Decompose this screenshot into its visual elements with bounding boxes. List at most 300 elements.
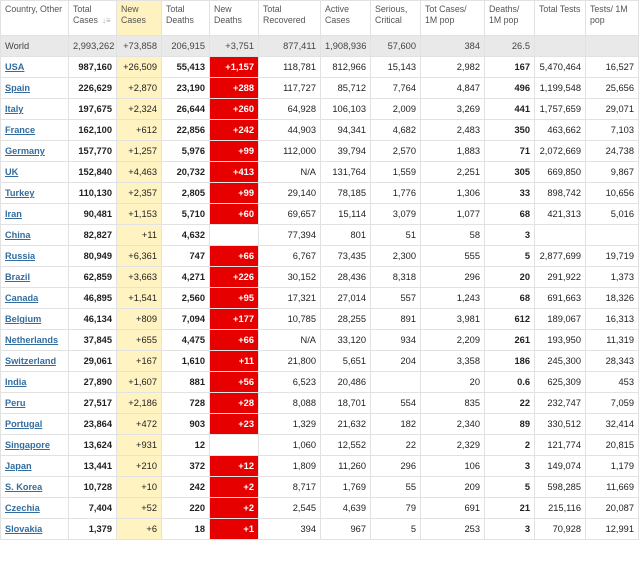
col-deaths-per-million-header[interactable] (485, 1, 535, 36)
col-country-cell[interactable] (1, 477, 69, 498)
col-country-cell[interactable] (1, 414, 69, 435)
table-body (1, 36, 639, 540)
col-tests-per-million-cell: 20,815 (586, 435, 639, 456)
col-cases-per-million-cell: 1,243 (421, 288, 485, 309)
col-total-tests-cell: 2,877,699 (535, 246, 586, 267)
col-deaths-per-million-cell: 26.5 (485, 36, 535, 57)
col-new-cases-cell: +2,324 (117, 99, 162, 120)
col-deaths-per-million-cell: 305 (485, 162, 535, 183)
col-new-deaths-cell (210, 225, 259, 246)
country-link[interactable]: Turkey (5, 188, 35, 198)
col-total-recovered-cell: 1,329 (259, 414, 321, 435)
col-total-cases-cell: 80,949 (69, 246, 117, 267)
col-total-deaths-cell: 881 (162, 372, 210, 393)
col-total-tests-cell: 245,300 (535, 351, 586, 372)
col-serious-critical-cell: 51 (371, 225, 421, 246)
col-cases-per-million-cell: 2,340 (421, 414, 485, 435)
country-link[interactable]: Peru (5, 398, 26, 408)
country-link[interactable]: Czechia (5, 503, 40, 513)
header-label: Tot Cases/ 1M pop (425, 4, 467, 25)
col-new-deaths-cell: +1 (210, 519, 259, 540)
col-country-header[interactable] (1, 1, 69, 36)
col-tests-per-million-cell: 1,179 (586, 456, 639, 477)
col-total-cases-cell: 7,404 (69, 498, 117, 519)
col-active-cases-cell: 27,014 (321, 288, 371, 309)
col-new-deaths-cell: +12 (210, 456, 259, 477)
col-total-cases-cell: 13,441 (69, 456, 117, 477)
col-new-cases-cell: +210 (117, 456, 162, 477)
col-cases-per-million-cell: 4,847 (421, 78, 485, 99)
col-total-cases-cell: 46,134 (69, 309, 117, 330)
col-total-deaths-cell: 4,271 (162, 267, 210, 288)
col-total-tests-cell: 232,747 (535, 393, 586, 414)
col-active-cases-cell: 812,966 (321, 57, 371, 78)
country-link[interactable]: Switzerland (5, 356, 57, 366)
col-new-deaths-cell: +11 (210, 351, 259, 372)
col-active-cases-cell: 801 (321, 225, 371, 246)
country-link[interactable]: Belgium (5, 314, 42, 324)
col-total-deaths-header[interactable] (162, 1, 210, 36)
country-link[interactable]: S. Korea (5, 482, 43, 492)
col-country-cell[interactable] (1, 120, 69, 141)
col-total-tests-cell: 149,074 (535, 456, 586, 477)
table-row (1, 57, 639, 78)
col-serious-critical-cell: 15,143 (371, 57, 421, 78)
col-deaths-per-million-cell: 33 (485, 183, 535, 204)
world-total-row (1, 36, 639, 57)
col-cases-per-million-cell: 1,077 (421, 204, 485, 225)
col-deaths-per-million-cell: 71 (485, 141, 535, 162)
col-total-deaths-cell: 22,856 (162, 120, 210, 141)
col-new-cases-cell: +2,357 (117, 183, 162, 204)
col-country-cell[interactable] (1, 204, 69, 225)
col-tests-per-million-cell: 16,527 (586, 57, 639, 78)
col-serious-critical-cell: 7,764 (371, 78, 421, 99)
col-new-deaths-cell: +66 (210, 246, 259, 267)
col-serious-critical-cell: 2,300 (371, 246, 421, 267)
col-cases-per-million-cell: 1,306 (421, 183, 485, 204)
col-total-cases-cell: 46,895 (69, 288, 117, 309)
col-total-tests-cell: 691,663 (535, 288, 586, 309)
col-active-cases-cell: 39,794 (321, 141, 371, 162)
col-new-deaths-cell (210, 435, 259, 456)
col-total-cases-cell: 27,517 (69, 393, 117, 414)
col-new-deaths-cell: +99 (210, 141, 259, 162)
table-row (1, 120, 639, 141)
col-total-deaths-cell: 55,413 (162, 57, 210, 78)
header-label: Active Cases (325, 4, 350, 25)
col-tests-per-million-cell (586, 225, 639, 246)
country-link[interactable]: Singapore (5, 440, 50, 450)
table-row (1, 456, 639, 477)
col-deaths-per-million-cell: 350 (485, 120, 535, 141)
col-tests-per-million-cell: 19,719 (586, 246, 639, 267)
col-serious-critical-cell: 204 (371, 351, 421, 372)
country-link[interactable]: Italy (5, 104, 24, 114)
col-active-cases-cell: 5,651 (321, 351, 371, 372)
col-new-cases-cell: +167 (117, 351, 162, 372)
col-total-deaths-cell: 4,475 (162, 330, 210, 351)
header-label: Country, Other (5, 4, 63, 14)
col-new-deaths-cell: +242 (210, 120, 259, 141)
col-serious-critical-cell: 2,570 (371, 141, 421, 162)
col-total-deaths-cell: 26,644 (162, 99, 210, 120)
col-total-deaths-cell: 206,915 (162, 36, 210, 57)
col-tests-per-million-header[interactable] (586, 1, 639, 36)
col-deaths-per-million-cell: 261 (485, 330, 535, 351)
col-new-deaths-cell: +288 (210, 78, 259, 99)
col-serious-critical-cell: 22 (371, 435, 421, 456)
table-row (1, 393, 639, 414)
col-tests-per-million-cell: 18,326 (586, 288, 639, 309)
col-active-cases-cell: 131,764 (321, 162, 371, 183)
col-new-deaths-cell: +56 (210, 372, 259, 393)
col-tests-per-million-cell (586, 36, 639, 57)
col-new-cases-cell: +3,663 (117, 267, 162, 288)
col-total-cases-cell: 62,859 (69, 267, 117, 288)
col-deaths-per-million-cell: 3 (485, 519, 535, 540)
col-cases-per-million-cell: 58 (421, 225, 485, 246)
col-total-tests-cell: 70,928 (535, 519, 586, 540)
col-total-tests-cell: 2,072,669 (535, 141, 586, 162)
col-new-deaths-header[interactable] (210, 1, 259, 36)
col-cases-per-million-cell: 296 (421, 267, 485, 288)
header-label: Tests/ 1M pop (590, 4, 628, 25)
col-cases-per-million-cell: 3,269 (421, 99, 485, 120)
country-link[interactable]: Germany (5, 146, 45, 156)
col-tests-per-million-cell: 7,103 (586, 120, 639, 141)
col-country-cell: World (1, 36, 69, 57)
col-new-cases-cell: +11 (117, 225, 162, 246)
col-cases-per-million-cell: 384 (421, 36, 485, 57)
col-new-deaths-cell: +226 (210, 267, 259, 288)
col-country-cell[interactable] (1, 351, 69, 372)
table-row (1, 477, 639, 498)
col-new-cases-cell: +1,541 (117, 288, 162, 309)
col-country-cell[interactable] (1, 78, 69, 99)
col-active-cases-cell: 15,114 (321, 204, 371, 225)
col-country-cell[interactable] (1, 330, 69, 351)
col-total-cases-cell: 27,890 (69, 372, 117, 393)
col-total-deaths-cell: 372 (162, 456, 210, 477)
col-new-deaths-cell: +66 (210, 330, 259, 351)
col-total-cases-cell: 197,675 (69, 99, 117, 120)
col-total-tests-cell: 330,512 (535, 414, 586, 435)
header-label: Serious, Critical (375, 4, 408, 25)
col-serious-critical-cell: 57,600 (371, 36, 421, 57)
col-total-recovered-cell: 8,717 (259, 477, 321, 498)
col-total-recovered-cell: 8,088 (259, 393, 321, 414)
col-total-recovered-cell: 29,140 (259, 183, 321, 204)
col-new-deaths-cell: +99 (210, 183, 259, 204)
col-deaths-per-million-cell: 5 (485, 246, 535, 267)
col-total-cases-cell: 29,061 (69, 351, 117, 372)
country-link[interactable]: Slovakia (5, 524, 43, 534)
col-country-cell[interactable] (1, 183, 69, 204)
col-total-recovered-cell: 77,394 (259, 225, 321, 246)
col-cases-per-million-cell: 2,982 (421, 57, 485, 78)
col-new-cases-cell: +1,607 (117, 372, 162, 393)
col-cases-per-million-cell: 691 (421, 498, 485, 519)
country-link[interactable]: Brazil (5, 272, 31, 282)
col-active-cases-cell: 967 (321, 519, 371, 540)
col-serious-critical-cell: 79 (371, 498, 421, 519)
col-country-cell[interactable] (1, 519, 69, 540)
table-row (1, 99, 639, 120)
col-country-cell[interactable] (1, 498, 69, 519)
country-link[interactable]: China (5, 230, 31, 240)
col-active-cases-cell: 28,436 (321, 267, 371, 288)
col-new-cases-cell: +6,361 (117, 246, 162, 267)
sort-icon[interactable]: ↓≡ (101, 16, 111, 25)
col-new-cases-cell: +931 (117, 435, 162, 456)
col-total-cases-cell: 37,845 (69, 330, 117, 351)
col-active-cases-cell: 78,185 (321, 183, 371, 204)
col-total-tests-cell (535, 36, 586, 57)
col-serious-critical-cell: 5 (371, 519, 421, 540)
country-link[interactable]: USA (5, 62, 25, 72)
col-new-deaths-cell: +23 (210, 414, 259, 435)
col-deaths-per-million-cell: 0.6 (485, 372, 535, 393)
col-total-recovered-cell: 21,800 (259, 351, 321, 372)
col-new-deaths-cell: +28 (210, 393, 259, 414)
col-cases-per-million-cell: 209 (421, 477, 485, 498)
col-active-cases-cell: 94,341 (321, 120, 371, 141)
col-active-cases-cell: 85,712 (321, 78, 371, 99)
col-serious-critical-cell: 554 (371, 393, 421, 414)
col-serious-critical-cell: 296 (371, 456, 421, 477)
col-cases-per-million-cell: 3,358 (421, 351, 485, 372)
col-active-cases-cell: 106,103 (321, 99, 371, 120)
col-serious-critical-cell: 182 (371, 414, 421, 435)
col-total-deaths-cell: 5,976 (162, 141, 210, 162)
col-tests-per-million-cell: 5,016 (586, 204, 639, 225)
col-deaths-per-million-cell: 612 (485, 309, 535, 330)
country-link[interactable]: Portugal (5, 419, 43, 429)
col-total-recovered-cell: 877,411 (259, 36, 321, 57)
col-cases-per-million-cell: 106 (421, 456, 485, 477)
col-total-recovered-cell: 1,809 (259, 456, 321, 477)
header-label: Total Tests (539, 4, 581, 14)
col-deaths-per-million-cell: 5 (485, 477, 535, 498)
table-row (1, 414, 639, 435)
col-total-recovered-cell: 44,903 (259, 120, 321, 141)
col-total-recovered-cell: 117,727 (259, 78, 321, 99)
table-row (1, 183, 639, 204)
col-serious-critical-cell: 557 (371, 288, 421, 309)
table-row (1, 330, 639, 351)
col-total-tests-cell: 898,742 (535, 183, 586, 204)
col-serious-critical-cell: 891 (371, 309, 421, 330)
col-tests-per-million-cell: 10,656 (586, 183, 639, 204)
col-total-cases-cell: 110,130 (69, 183, 117, 204)
col-deaths-per-million-cell: 167 (485, 57, 535, 78)
col-total-recovered-cell: 112,000 (259, 141, 321, 162)
col-active-cases-cell: 73,435 (321, 246, 371, 267)
col-total-tests-header[interactable] (535, 1, 586, 36)
col-tests-per-million-cell: 20,087 (586, 498, 639, 519)
col-total-recovered-cell: 6,523 (259, 372, 321, 393)
col-new-cases-cell: +809 (117, 309, 162, 330)
col-total-cases-header[interactable] (69, 1, 117, 36)
col-active-cases-cell: 11,260 (321, 456, 371, 477)
col-active-cases-cell: 12,552 (321, 435, 371, 456)
col-new-deaths-cell: +413 (210, 162, 259, 183)
col-deaths-per-million-cell: 68 (485, 288, 535, 309)
col-country-cell[interactable] (1, 309, 69, 330)
col-new-cases-header[interactable] (117, 1, 162, 36)
col-total-recovered-cell: 30,152 (259, 267, 321, 288)
col-active-cases-cell: 20,486 (321, 372, 371, 393)
col-tests-per-million-cell: 453 (586, 372, 639, 393)
col-total-recovered-cell: 118,781 (259, 57, 321, 78)
col-new-cases-cell: +1,257 (117, 141, 162, 162)
col-total-recovered-cell: N/A (259, 162, 321, 183)
col-total-cases-cell: 10,728 (69, 477, 117, 498)
col-country-cell[interactable] (1, 288, 69, 309)
col-deaths-per-million-cell: 3 (485, 456, 535, 477)
col-total-cases-cell: 157,770 (69, 141, 117, 162)
col-country-cell[interactable] (1, 393, 69, 414)
col-cases-per-million-cell: 20 (421, 372, 485, 393)
col-total-tests-cell: 1,757,659 (535, 99, 586, 120)
col-total-recovered-cell: 64,928 (259, 99, 321, 120)
table-row (1, 246, 639, 267)
col-deaths-per-million-cell: 186 (485, 351, 535, 372)
col-total-tests-cell: 291,922 (535, 267, 586, 288)
col-country-cell[interactable] (1, 141, 69, 162)
col-country-cell[interactable] (1, 225, 69, 246)
country-link[interactable]: Japan (5, 461, 32, 471)
country-link[interactable]: India (5, 377, 27, 387)
col-serious-critical-cell: 55 (371, 477, 421, 498)
col-total-deaths-cell: 728 (162, 393, 210, 414)
col-active-cases-cell: 21,632 (321, 414, 371, 435)
country-link[interactable]: Spain (5, 83, 31, 93)
col-deaths-per-million-cell: 20 (485, 267, 535, 288)
col-new-deaths-cell: +177 (210, 309, 259, 330)
col-tests-per-million-cell: 32,414 (586, 414, 639, 435)
col-cases-per-million-cell: 3,981 (421, 309, 485, 330)
col-new-cases-cell: +26,509 (117, 57, 162, 78)
col-total-recovered-cell: 6,767 (259, 246, 321, 267)
col-country-cell[interactable] (1, 435, 69, 456)
col-country-cell[interactable] (1, 99, 69, 120)
col-country-cell[interactable] (1, 456, 69, 477)
col-total-tests-cell: 121,774 (535, 435, 586, 456)
col-total-deaths-cell: 903 (162, 414, 210, 435)
col-deaths-per-million-cell: 441 (485, 99, 535, 120)
col-total-cases-cell: 82,827 (69, 225, 117, 246)
col-total-cases-cell: 90,481 (69, 204, 117, 225)
col-total-deaths-cell: 242 (162, 477, 210, 498)
col-new-cases-cell: +655 (117, 330, 162, 351)
col-total-cases-cell: 2,993,262 (69, 36, 117, 57)
col-tests-per-million-cell: 7,059 (586, 393, 639, 414)
header-label: Total Recovered (263, 4, 306, 25)
col-new-cases-cell: +4,463 (117, 162, 162, 183)
col-deaths-per-million-cell: 496 (485, 78, 535, 99)
col-new-cases-cell: +73,858 (117, 36, 162, 57)
col-active-cases-header[interactable] (321, 1, 371, 36)
col-tests-per-million-cell: 1,373 (586, 267, 639, 288)
col-cases-per-million-cell: 835 (421, 393, 485, 414)
header-label: New Deaths (214, 4, 242, 25)
col-total-deaths-cell: 2,560 (162, 288, 210, 309)
col-country-cell[interactable] (1, 246, 69, 267)
col-country-cell[interactable] (1, 57, 69, 78)
col-total-deaths-cell: 747 (162, 246, 210, 267)
col-total-tests-cell: 215,116 (535, 498, 586, 519)
table-row (1, 225, 639, 246)
col-new-deaths-cell: +2 (210, 498, 259, 519)
col-serious-critical-header[interactable] (371, 1, 421, 36)
table-row (1, 288, 639, 309)
col-cases-per-million-cell: 253 (421, 519, 485, 540)
col-total-deaths-cell: 12 (162, 435, 210, 456)
country-link[interactable]: France (5, 125, 36, 135)
col-country-cell[interactable] (1, 267, 69, 288)
col-serious-critical-cell (371, 372, 421, 393)
col-serious-critical-cell: 2,009 (371, 99, 421, 120)
country-link[interactable]: Canada (5, 293, 39, 303)
col-total-deaths-cell: 23,190 (162, 78, 210, 99)
col-serious-critical-cell: 3,079 (371, 204, 421, 225)
country-link[interactable]: UK (5, 167, 19, 177)
col-deaths-per-million-cell: 22 (485, 393, 535, 414)
col-total-tests-cell: 421,313 (535, 204, 586, 225)
col-total-cases-cell: 226,629 (69, 78, 117, 99)
col-deaths-per-million-cell: 2 (485, 435, 535, 456)
col-total-cases-cell: 162,100 (69, 120, 117, 141)
country-link[interactable]: Russia (5, 251, 36, 261)
col-serious-critical-cell: 1,776 (371, 183, 421, 204)
col-tests-per-million-cell: 12,991 (586, 519, 639, 540)
col-total-recovered-header[interactable] (259, 1, 321, 36)
col-country-cell[interactable] (1, 372, 69, 393)
col-deaths-per-million-cell: 3 (485, 225, 535, 246)
country-link[interactable]: Netherlands (5, 335, 59, 345)
col-tests-per-million-cell: 25,656 (586, 78, 639, 99)
col-country-cell[interactable] (1, 162, 69, 183)
table-row (1, 162, 639, 183)
col-total-recovered-cell: 69,657 (259, 204, 321, 225)
col-active-cases-cell: 4,639 (321, 498, 371, 519)
col-total-recovered-cell: N/A (259, 330, 321, 351)
col-total-tests-cell: 625,309 (535, 372, 586, 393)
header-row (1, 1, 639, 36)
col-tests-per-million-cell: 11,319 (586, 330, 639, 351)
country-link[interactable]: Iran (5, 209, 22, 219)
header-label: Total Cases (73, 4, 98, 25)
col-tests-per-million-cell: 9,867 (586, 162, 639, 183)
header-label: New Cases (121, 4, 146, 25)
header-label: Deaths/ 1M pop (489, 4, 520, 25)
col-active-cases-cell: 28,255 (321, 309, 371, 330)
col-total-recovered-cell: 17,321 (259, 288, 321, 309)
col-total-deaths-cell: 7,094 (162, 309, 210, 330)
col-tests-per-million-cell: 11,669 (586, 477, 639, 498)
col-cases-per-million-cell: 1,883 (421, 141, 485, 162)
col-new-cases-cell: +1,153 (117, 204, 162, 225)
col-total-deaths-cell: 20,732 (162, 162, 210, 183)
col-new-cases-cell: +472 (117, 414, 162, 435)
col-active-cases-cell: 1,908,936 (321, 36, 371, 57)
col-cases-per-million-cell: 2,329 (421, 435, 485, 456)
col-total-tests-cell (535, 225, 586, 246)
col-cases-per-million-header[interactable] (421, 1, 485, 36)
col-active-cases-cell: 1,769 (321, 477, 371, 498)
